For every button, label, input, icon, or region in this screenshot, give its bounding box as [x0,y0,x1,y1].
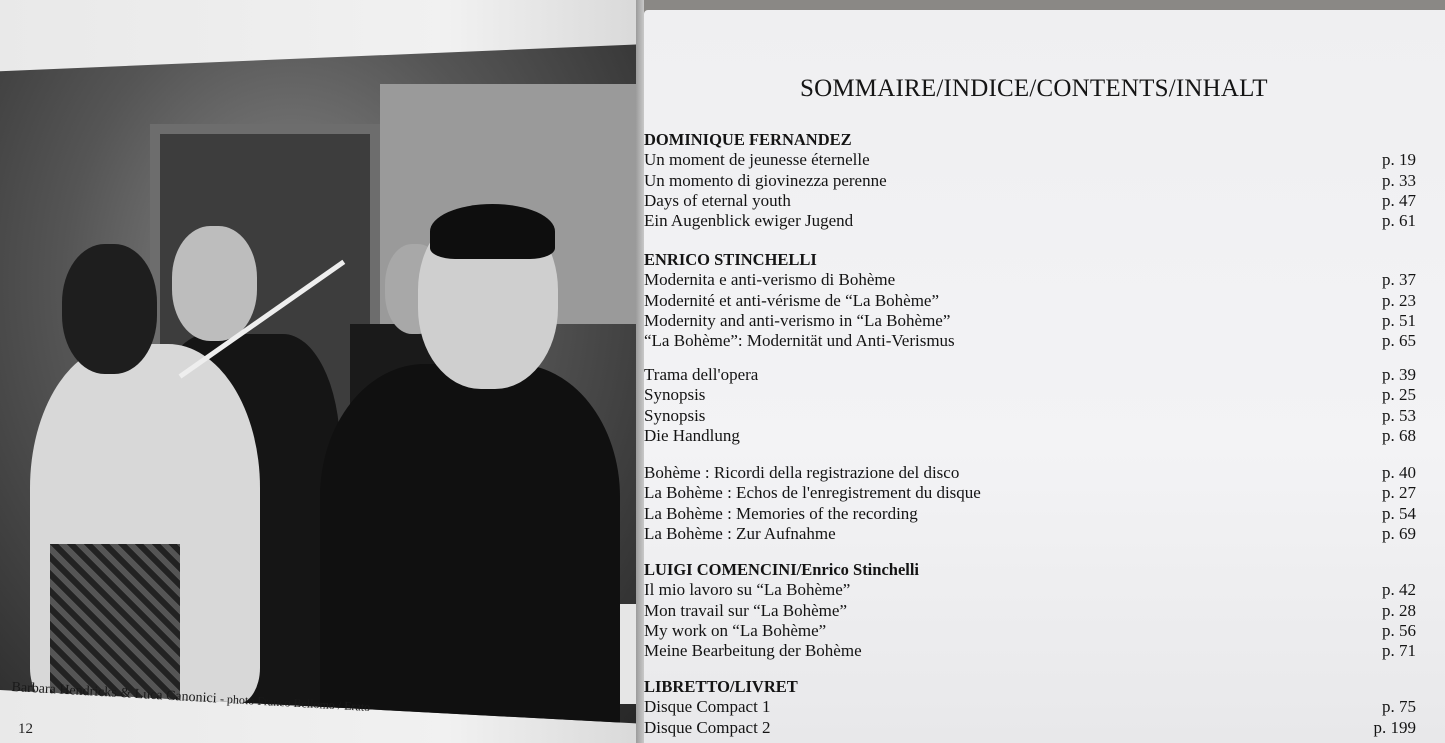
toc-entry [644,171,1416,191]
toc-entry-title: Disque Compact 2 [644,717,771,737]
toc-author [644,250,1416,270]
toc-entry [644,524,1416,544]
toc-entry-page: p. 47 [1382,190,1416,210]
toc-entry [644,580,1416,600]
page-number-left: 12 [18,721,33,737]
toc-entry [644,311,1416,331]
toc-entry-page: p. 71 [1382,641,1416,661]
toc-title: SOMMAIRE/INDICE/CONTENTS/INHALT [800,75,1268,102]
left-page [0,0,640,743]
toc-entry [644,385,1416,405]
photo-woman-head [62,244,157,374]
toc-entry [644,270,1416,290]
toc-entry-title: Bohème : Ricordi della registrazione del disco [644,463,960,482]
toc-entry [644,463,1416,483]
toc-entry-title: Synopsis [644,405,706,425]
toc-entry [644,291,1416,311]
toc-entry-title: Un momento di giovinezza perenne [644,170,887,190]
toc-entry-title: La Bohème : Memories of the recording [644,503,918,523]
toc-entry-page: p. 42 [1382,580,1416,600]
toc-entry-page: p. 40 [1382,463,1416,482]
toc-entry-page: p. 25 [1382,385,1416,405]
toc-entry-title: “La Bohème”: Modernität und Anti-Verismus [644,331,955,351]
toc-entry-title: Modernité et anti-vérisme de “La Bohème” [644,290,940,310]
toc-entry-title: La Bohème : Zur Aufnahme [644,523,836,543]
booklet-spine [636,0,644,743]
toc-entry-page: p. 69 [1382,523,1416,543]
toc-entry [644,331,1416,351]
toc-entry-title: Modernity and anti-verismo in “La Bohème” [644,310,951,330]
toc-entry [644,641,1416,661]
toc-entry-page: p. 27 [1382,483,1416,503]
right-page [644,10,1445,743]
photograph [0,44,648,724]
toc-entry [644,718,1416,738]
toc-entry [644,150,1416,170]
toc-author [644,677,1416,697]
toc-entry-page: p. 51 [1382,310,1416,330]
toc-entry-page: p. 199 [1373,717,1416,737]
toc-entry-page: p. 75 [1382,697,1416,717]
toc-author [644,560,1416,580]
toc-entry-page: p. 68 [1382,425,1416,445]
toc-entry-page: p. 39 [1382,365,1416,384]
toc-entry [644,365,1416,385]
caption-names: Barbara Hendricks & Luca Canonici [11,680,217,707]
toc-entry [644,211,1416,231]
toc-entry [644,697,1416,717]
toc-entry-title: Il mio lavoro su “La Bohème” [644,580,851,600]
toc-entry [644,426,1416,446]
toc-entry-title: Disque Compact 1 [644,697,771,717]
photo-violinist-head [172,226,257,341]
toc-entry-page: p. 37 [1382,270,1416,290]
toc-entry-title: Die Handlung [644,425,740,445]
toc-entry [644,601,1416,621]
toc-entry-title: Modernita e anti-verismo di Bohème [644,270,896,290]
toc-entry-title: La Bohème : Echos de l'enregistrement du disque [644,483,981,503]
toc-entry-page: p. 33 [1382,170,1416,190]
toc-entry-page: p. 53 [1382,405,1416,425]
toc-entry-title: Un moment de jeunesse éternelle [644,150,870,170]
toc-entry-title: Meine Bearbeitung der Bohème [644,641,862,661]
toc-author [644,130,1416,150]
toc-author-name: LIBRETTO/LIVRET [644,677,798,696]
caption-credit: - photo Franco Bellomo / Erato [219,691,371,715]
toc-author-name: LUIGI COMENCINI/Enrico Stinchelli [644,560,920,579]
toc-entry-title: Ein Augenblick ewiger Jugend [644,211,854,231]
toc-entry-page: p. 54 [1382,503,1416,523]
toc-entry [644,406,1416,426]
toc-entry [644,483,1416,503]
toc-entry [644,621,1416,641]
toc-entry-page: p. 61 [1382,211,1416,231]
toc-entry-title: My work on “La Bohème” [644,620,827,640]
toc-entry-page: p. 19 [1382,150,1416,170]
toc-entry-title: Mon travail sur “La Bohème” [644,600,847,620]
toc-entry-page: p. 65 [1382,331,1416,351]
toc-author-name: DOMINIQUE FERNANDEZ [644,130,852,149]
toc-entry-page: p. 28 [1382,600,1416,620]
photo-singer-body [320,364,620,724]
photo-singer-hair [430,204,555,259]
toc-entry [644,504,1416,524]
toc-entry-page: p. 56 [1382,620,1416,640]
toc-entry-page: p. 23 [1382,290,1416,310]
toc-author-name: ENRICO STINCHELLI [644,250,817,269]
toc-entry-title: Trama dell'opera [644,365,759,384]
toc-entry-title: Synopsis [644,385,706,405]
toc-entry-title: Days of eternal youth [644,190,791,210]
toc-entry [644,191,1416,211]
